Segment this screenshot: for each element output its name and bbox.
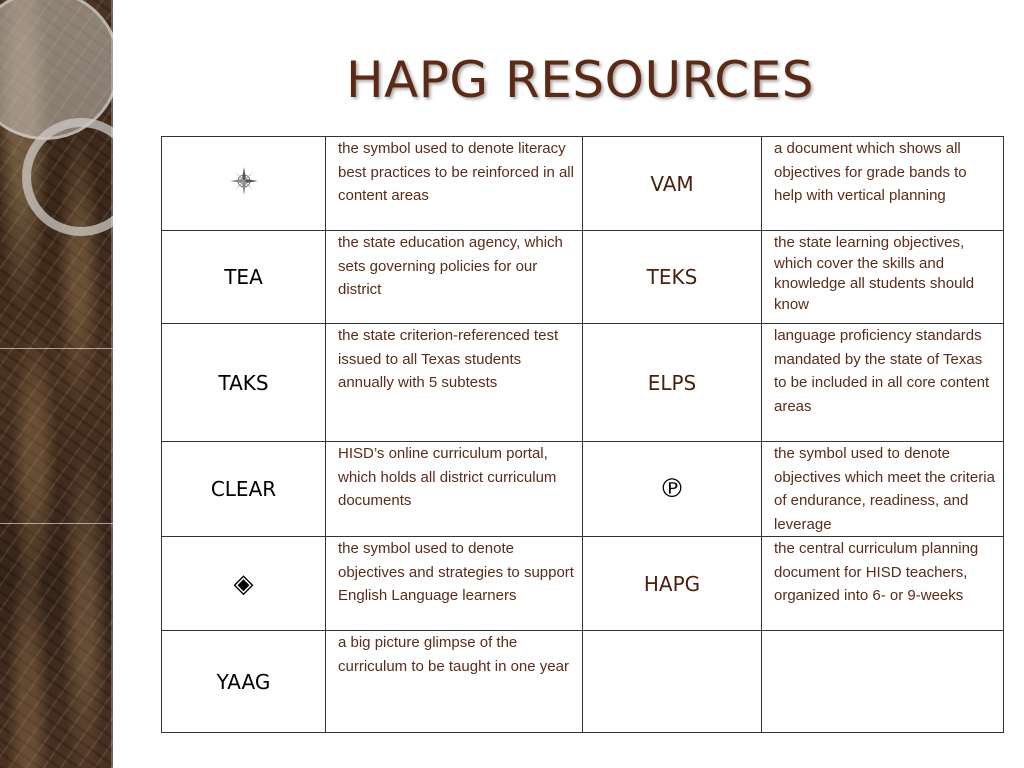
divider (0, 348, 113, 349)
definition-cell: the state criterion-referenced test issued to all Texas students annually with 5 subtests (326, 324, 583, 442)
decorative-sidebar (0, 0, 113, 768)
definition-cell: language proficiency standards mandated by the state of Texas to be included in all core content areas (762, 324, 1004, 442)
term-cell: HAPG (583, 537, 762, 631)
term-cell (162, 137, 326, 231)
definition-cell: the symbol used to denote objectives which meet the criteria of endurance, readiness, and leverage (762, 442, 1004, 537)
divider (0, 523, 113, 524)
compass-rose-icon (229, 166, 259, 196)
resources-table (161, 136, 1004, 733)
term-cell: TAKS (162, 324, 326, 442)
sound-recording-symbol-icon: ℗ (583, 442, 762, 537)
table-row (162, 137, 1004, 231)
definition-cell: the central curriculum planning document for HISD teachers, organized into 6- or 9-weeks (762, 537, 1004, 631)
table-row (162, 442, 1004, 537)
table-row (162, 537, 1004, 631)
term-cell: YAAG (162, 631, 326, 733)
diamond-symbol-icon: ◈ (162, 537, 326, 631)
definition-cell: HISD’s online curriculum portal, which holds all district curriculum documents (326, 442, 583, 537)
term-cell: TEA (162, 231, 326, 324)
definition-cell: the symbol used to denote objectives and strategies to support English Language learners (326, 537, 583, 631)
term-cell: TEKS (583, 231, 762, 324)
term-cell: VAM (583, 137, 762, 231)
empty-term-cell (583, 631, 762, 733)
term-cell: CLEAR (162, 442, 326, 537)
definition-cell: the state learning objectives, which cover the skills and knowledge all students should know (762, 231, 1004, 324)
definition-cell: a big picture glimpse of the curriculum to be taught in one year (326, 631, 583, 733)
definition-cell: a document which shows all objectives for grade bands to help with vertical planning (762, 137, 1004, 231)
empty-definition-cell (762, 631, 1004, 733)
table-row (162, 324, 1004, 442)
table-row (162, 231, 1004, 324)
table-row (162, 631, 1004, 733)
slide-title: HAPG RESOURCES (345, 51, 815, 109)
term-cell: ELPS (583, 324, 762, 442)
sidebar-edge (111, 0, 113, 768)
definition-cell: the symbol used to denote literacy best practices to be reinforced in all content areas (326, 137, 583, 231)
definition-cell: the state education agency, which sets governing policies for our district (326, 231, 583, 324)
